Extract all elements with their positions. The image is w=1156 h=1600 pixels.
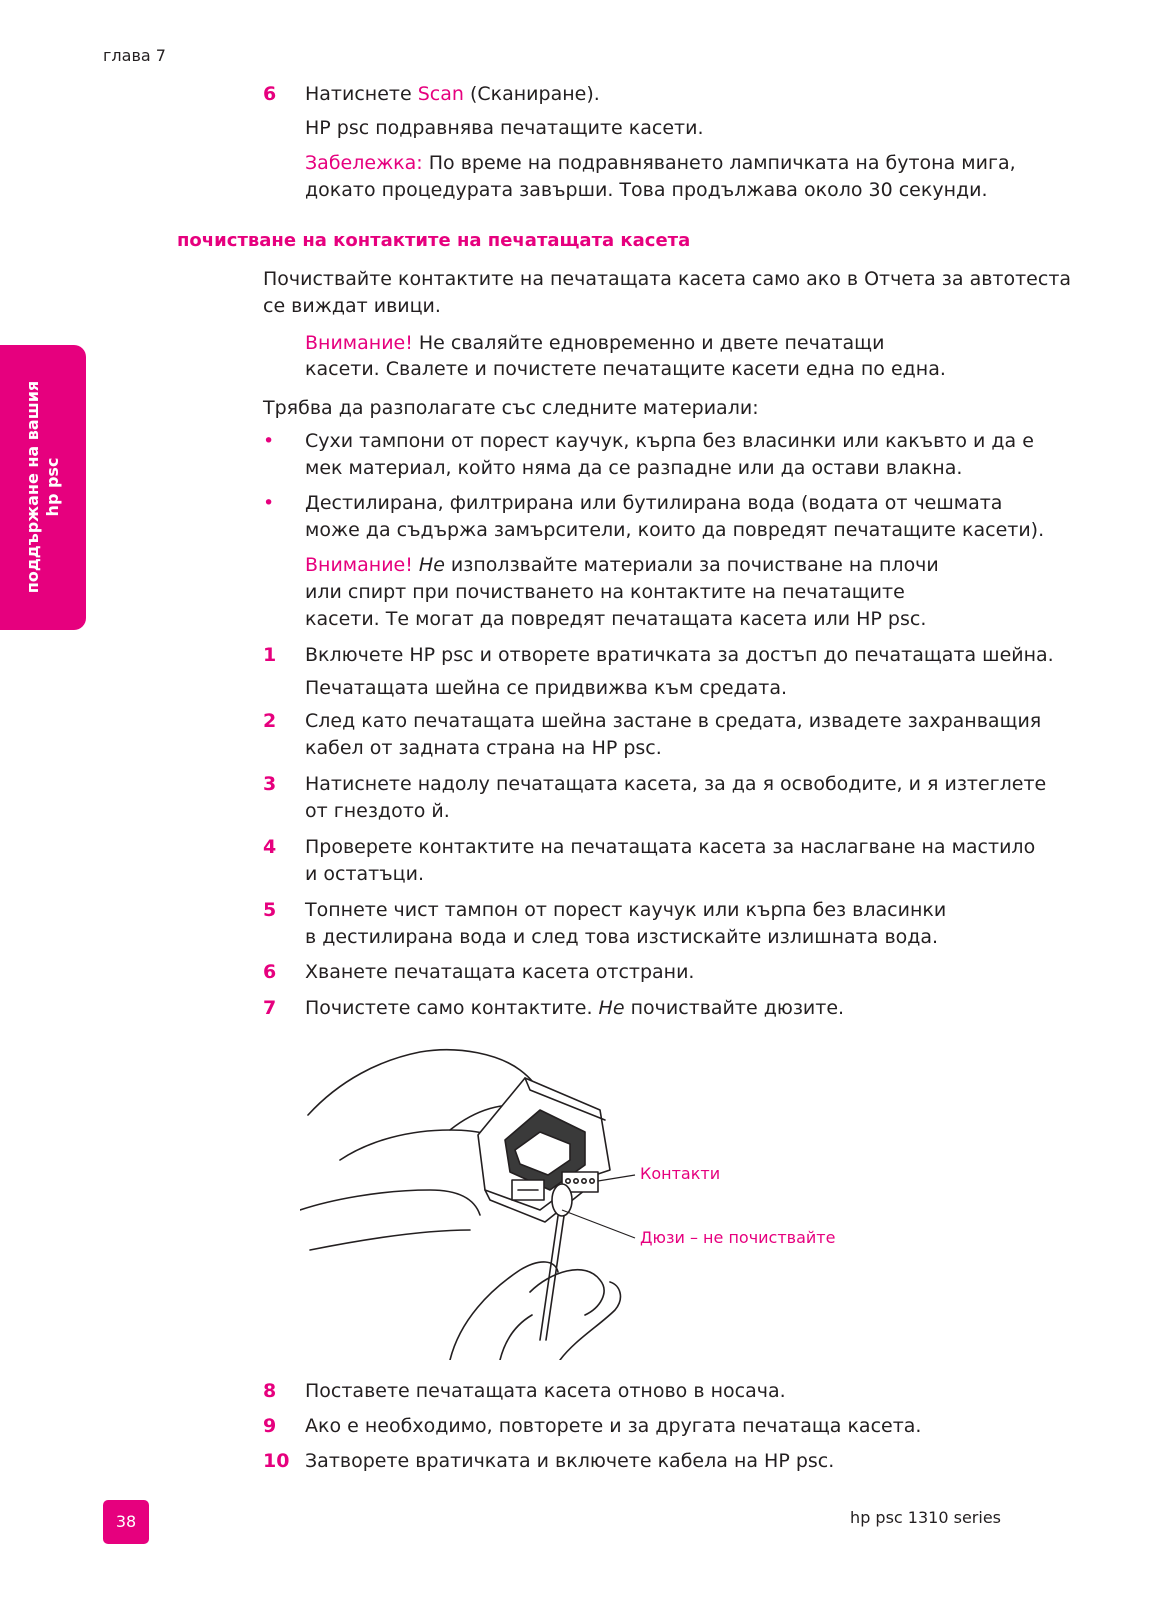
step7-pre: Почистете само контактите. xyxy=(305,997,599,1019)
intro-line2: се виждат ивици. xyxy=(263,295,441,317)
step9-text: Ако е необходимо, повторете и за другата печатаща касета. xyxy=(305,1415,922,1437)
step-number: 3 xyxy=(263,773,277,795)
chapter-label: глава 7 xyxy=(103,46,166,65)
side-tab-line2: hp psc xyxy=(43,457,62,517)
step7-italic: Не xyxy=(598,997,625,1019)
step1-line2: Печатащата шейна се придвижва към средата. xyxy=(305,677,788,699)
step-number: 6 xyxy=(263,83,277,105)
caution-italic: Не xyxy=(418,554,445,576)
bullet1-line1: Сухи тампони от порест каучук, кърпа без власинки или какъвто и да е xyxy=(305,430,1034,452)
bullet-symbol: • xyxy=(263,492,275,514)
note-line1 xyxy=(305,150,1016,177)
step-text-pre: Натиснете xyxy=(305,83,418,105)
step7-post: почиствайте дюзите. xyxy=(624,997,845,1019)
step3-line1: Натиснете надолу печатащата касета, за да я освободите, и я изтеглете xyxy=(305,773,1047,795)
step-result: HP psc подравнява печатащите касети. xyxy=(305,117,704,139)
step-number: 5 xyxy=(263,899,277,921)
side-tab xyxy=(0,345,86,630)
contacts-callout-line xyxy=(598,1175,635,1181)
step4-line1: Проверете контактите на печатащата касета за наслагване на мастило xyxy=(305,836,1036,858)
intro-line1: Почиствайте контактите на печатащата касета само ако в Отчета за автотеста xyxy=(263,268,1072,290)
step5-line2: в дестилирана вода и след това изстискайте излишната вода. xyxy=(305,926,939,948)
step10-text: Затворете вратичката и включете кабела на HP psc. xyxy=(305,1450,835,1472)
caution-text: Не сваляйте едновременно и двете печатащи xyxy=(412,332,885,354)
bullet2-line2: може да съдържа замърсители, които да повредят печатащите касети). xyxy=(305,519,1045,541)
bullet1-line2: мек материал, който няма да се разпадне или да остави влакна. xyxy=(305,457,963,479)
step-number: 4 xyxy=(263,836,277,858)
step1-line1: Включете HP psc и отворете вратичката за достъп до печатащата шейна. xyxy=(305,644,1054,666)
step-text-post: (Сканиране). xyxy=(463,83,600,105)
product-name: hp psc 1310 series xyxy=(850,1508,1001,1527)
caution2-line1 xyxy=(305,552,939,579)
step2-line2: кабел от задната страна на HP psc. xyxy=(305,737,662,759)
bullet2-line1: Дестилирана, филтрирана или бутилирана вода (водата от чешмата xyxy=(305,492,1003,514)
caution-text: използвайте материали за почистване на плочи xyxy=(444,554,939,576)
step-number: 8 xyxy=(263,1380,277,1402)
step2-line1: След като печатащата шейна застане в средата, извадете захранващия xyxy=(305,710,1042,732)
scan-button-label: Scan xyxy=(417,83,464,105)
step3-line2: от гнездото й. xyxy=(305,800,450,822)
step-number: 1 xyxy=(263,644,277,666)
side-tab-line1: поддържане на вашия xyxy=(23,380,42,594)
caution-label: Внимание! xyxy=(305,332,413,354)
step5-line1: Топнете чист тампон от порест каучук или кърпа без власинки xyxy=(305,899,947,921)
step8-text: Поставете печатащата касета отново в носача. xyxy=(305,1380,786,1402)
nozzles-callout-label: Дюзи – не почиствайте xyxy=(640,1228,836,1247)
step-number: 10 xyxy=(263,1450,290,1472)
step-number: 7 xyxy=(263,997,277,1019)
materials-intro: Трябва да разполагате със следните материали: xyxy=(263,397,759,419)
caution-label: Внимание! xyxy=(305,554,413,576)
step-number: 2 xyxy=(263,710,277,732)
contacts-callout-label: Контакти xyxy=(640,1164,721,1183)
step4-line2: и остатъци. xyxy=(305,863,424,885)
cartridge-cleaning-illustration xyxy=(300,1040,860,1360)
note-label: Забележка: xyxy=(305,152,423,174)
caution1-line1 xyxy=(305,330,884,357)
caution2-line2: или спирт при почистването на контактите на печатащите xyxy=(305,581,905,603)
side-tab-label xyxy=(23,381,63,593)
page-number: 38 xyxy=(103,1500,149,1544)
step-text xyxy=(305,81,600,108)
note-text: По време на подравняването лампичката на бутона мига, xyxy=(422,152,1016,174)
step7-line1 xyxy=(305,995,844,1022)
section-heading: почистване на контактите на печатащата касета xyxy=(177,230,691,251)
caution1-line2: касети. Свалете и почистете печатащите касети една по една. xyxy=(305,358,946,380)
step-number: 9 xyxy=(263,1415,277,1437)
bullet-symbol: • xyxy=(263,430,275,452)
step-number: 6 xyxy=(263,961,277,983)
nozzles-callout-line xyxy=(562,1210,635,1238)
note-line2: докато процедурата завърши. Това продължава около 30 секунди. xyxy=(305,179,988,201)
step6-line1: Хванете печатащата касета отстрани. xyxy=(305,961,695,983)
caution2-line3: касети. Те могат да повредят печатащата касета или HP psc. xyxy=(305,608,927,630)
